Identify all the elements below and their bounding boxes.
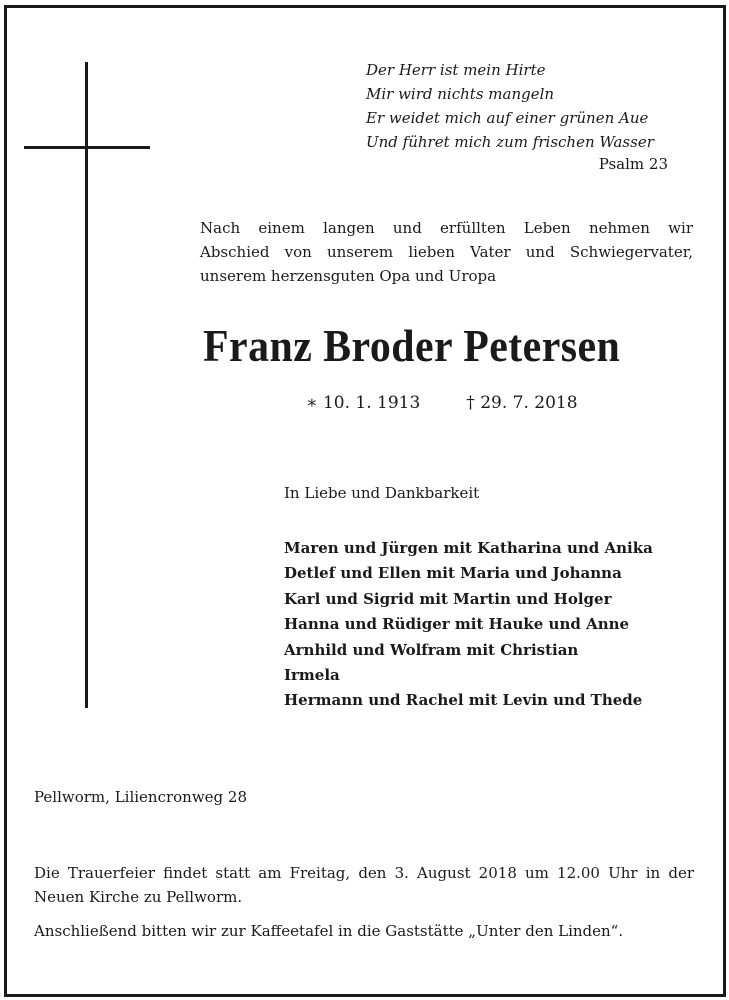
ceremony-line: Neuen Kirche zu Pellworm. <box>34 888 243 906</box>
psalm-line: Er weidet mich auf einer grünen Aue <box>366 109 649 127</box>
mourner-family: Karl und Sigrid mit Martin und Holger <box>284 589 612 608</box>
psalm-line: Mir wird nichts mangeln <box>366 85 555 103</box>
mourner-family: Hermann und Rachel mit Levin und Thede <box>284 691 643 710</box>
ceremony-line: Die Trauerfeier findet statt am Freitag, den 3. August 2018 um 12.00 Uhr in der <box>34 864 694 882</box>
intro-text <box>200 216 693 288</box>
life-dates <box>306 393 578 413</box>
intro-line: Abschied von unserem lieben Vater und Schwiegervater, <box>200 243 693 261</box>
mourner-family: Hanna und Rüdiger mit Hauke und Anne <box>284 615 630 634</box>
mourner-family: Irmela <box>284 666 340 685</box>
psalm-line: Und führet mich zum frischen Wasser <box>366 133 654 151</box>
cross-vertical-beam <box>85 62 88 708</box>
cross-horizontal-beam <box>24 146 150 149</box>
intro-line: Nach einem langen und erfüllten Leben nehmen wir <box>200 219 693 237</box>
address: Pellworm, Liliencronweg 28 <box>34 788 248 806</box>
psalm-line: Der Herr ist mein Hirte <box>366 61 546 79</box>
ceremony-info <box>34 861 694 909</box>
deceased-name: Franz Broder Petersen <box>203 321 621 371</box>
coffee-invitation: Anschließend bitten wir zur Kaffeetafel in die Gaststätte „Unter den Linden“. <box>34 922 624 940</box>
intro-line: unserem herzensguten Opa und Uropa <box>200 267 497 285</box>
mourner-family: Detlef und Ellen mit Maria und Johanna <box>284 564 622 583</box>
mourners-list <box>284 536 653 714</box>
mourners-intro: In Liebe und Dankbarkeit <box>284 484 480 502</box>
psalm-reference: Psalm 23 <box>598 155 668 173</box>
mourner-family: Maren und Jürgen mit Katharina und Anika <box>284 539 653 557</box>
birth-date: ∗ 10. 1. 1913 <box>306 393 421 413</box>
death-date: † 29. 7. 2018 <box>466 393 578 413</box>
mourner-family: Arnhild und Wolfram mit Christian <box>284 640 579 659</box>
psalm-verse <box>366 58 686 154</box>
